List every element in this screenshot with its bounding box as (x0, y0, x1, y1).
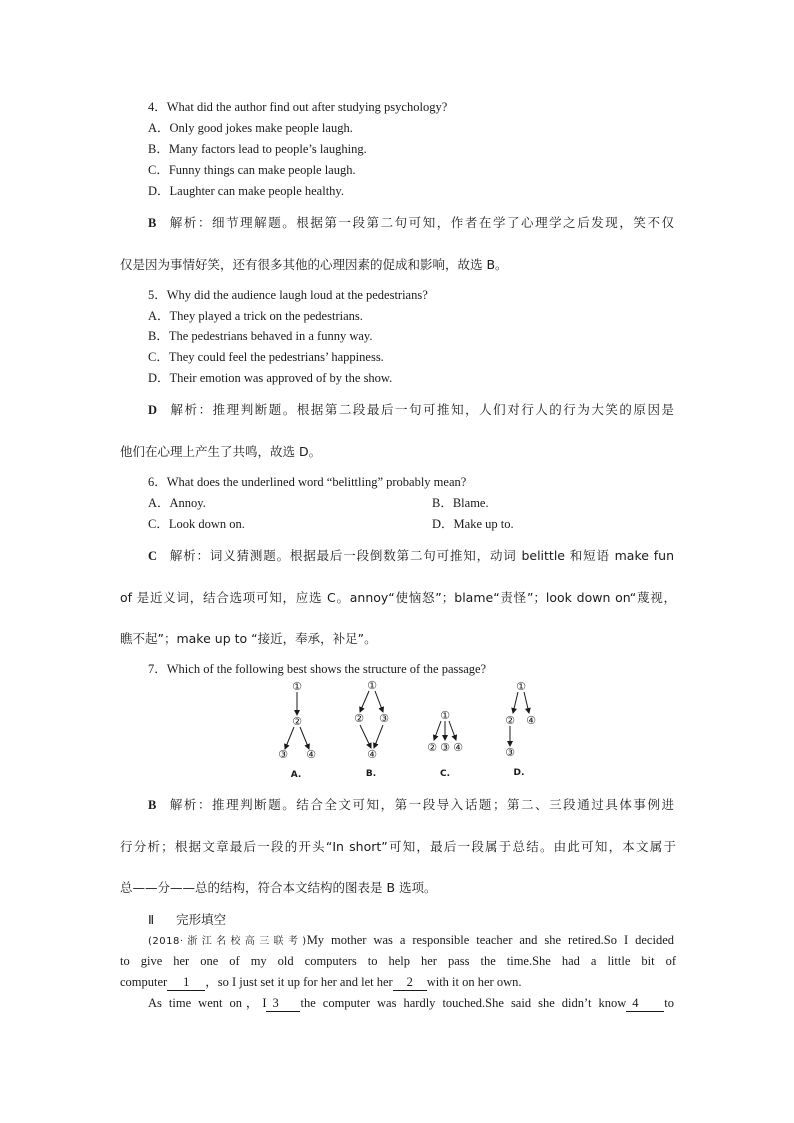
q5-option-a: A．They played a trick on the pedestrians. (148, 309, 363, 323)
b-node-2: ② (354, 712, 364, 725)
q4-option-a: A．Only good jokes make people laugh. (148, 121, 353, 135)
a-node-1: ① (292, 680, 302, 693)
q6-analysis-line3: 瞧不起”；make up to “接近，奉承，补足”。 (120, 631, 377, 646)
d-node-1: ① (516, 680, 526, 693)
section-title: 完形填空 (176, 912, 227, 927)
q6-option-b: B．Blame. (432, 496, 489, 510)
diagram-c (434, 721, 456, 740)
structure-diagrams (270, 678, 540, 782)
c-node-4: ④ (453, 741, 463, 754)
q5-option-b: B．The pedestrians behaved in a funny way. (148, 329, 373, 343)
section-heading (148, 910, 226, 928)
d-node-4: ④ (526, 714, 536, 727)
q5-option-c: C．They could feel the pedestrians’ happiness. (148, 350, 384, 364)
cloze-blank-4: 4 (626, 995, 664, 1012)
cloze-source: (2018·浙江名校高三联考) (148, 936, 307, 947)
cloze-blank-1: 1 (167, 974, 205, 991)
cloze-line1: (2018·浙江名校高三联考)My mother was a responsible teacher and she retired.So I decided (148, 933, 674, 947)
d-node-3: ③ (505, 746, 515, 759)
q5-option-d: D．Their emotion was approved of by the show. (148, 371, 393, 385)
q7-analysis-line2: 行分析；根据文章最后一段的开头“In short”可知，最后一段属于总结。由此可知，本文属于 (120, 839, 676, 854)
b-node-4: ④ (367, 748, 377, 761)
q5-answer: D (148, 403, 158, 417)
b-node-3: ③ (379, 712, 389, 725)
section-number: Ⅱ (148, 912, 155, 927)
c-node-2: ② (427, 741, 437, 754)
q6-answer: C (148, 549, 158, 563)
a-node-4: ④ (306, 748, 316, 761)
diagram-label-d: D. (513, 768, 525, 778)
q4-option-d: D．Laughter can make people healthy. (148, 184, 344, 198)
q4-analysis-line2: 仅是因为事情好笑，还有很多其他的心理因素的促成和影响，故选 B。 (120, 257, 508, 272)
q5-analysis-line1: D 解析：推理判断题。根据第二段最后一句可推知，人们对行人的行为大笑的原因是 (148, 402, 674, 417)
q4-analysis-line1: B 解析：细节理解题。根据第一段第二句可知，作者在学了心理学之后发现，笑不仅 (148, 215, 674, 230)
q4-stem: 4．What did the author find out after studying psychology? (148, 100, 448, 114)
q7-analysis-line1: B 解析：推理判断题。结合全文可知，第一段导入话题；第二、三段通过具体事例进 (148, 797, 674, 812)
c-node-3: ③ (440, 741, 450, 754)
q7-analysis-line3: 总——分——总的结构，符合本文结构的图表是 B 选项。 (120, 880, 437, 895)
d-node-2: ② (505, 714, 515, 727)
q6-option-d: D．Make up to. (432, 517, 514, 531)
q5-stem: 5．Why did the audience laugh loud at the pedestrians? (148, 288, 428, 302)
q7-stem: 7．Which of the following best shows the structure of the passage? (148, 662, 487, 676)
q4-option-c: C．Funny things can make people laugh. (148, 163, 356, 177)
c-node-1: ① (440, 709, 450, 722)
diagram-label-b: B. (365, 769, 377, 779)
diagram-label-a: A. (290, 770, 302, 780)
q7-answer: B (148, 798, 157, 812)
q4-answer: B (148, 216, 157, 230)
b-node-1: ① (367, 679, 377, 692)
cloze-line3: computer 1 ，so I just set it up for her and let her 2 with it on her own. (120, 975, 522, 989)
q6-stem: 6．What does the underlined word “belittling” probably mean? (148, 475, 467, 489)
a-node-2: ② (292, 715, 302, 728)
a-node-3: ③ (278, 748, 288, 761)
q6-analysis-line2: of 是近义词，结合选项可知，应选 C。annoy“使恼怒”；blame“责怪”；look down on“蔑视， (120, 590, 676, 605)
cloze-blank-3: 3 (266, 995, 300, 1012)
cloze-line2: to give her one of my old computers to help her pass the time.She had a little bit of (120, 954, 676, 968)
q6-option-a: A．Annoy. (148, 496, 206, 510)
q5-analysis-line2: 他们在心理上产生了共鸣，故选 D。 (120, 444, 322, 459)
q4-option-b: B．Many factors lead to people’s laughing. (148, 142, 367, 156)
cloze-line4: As time went on，I 3 the computer was hardly touched.She said she didn’t know 4 to (148, 996, 674, 1010)
diagram-label-c: C. (439, 769, 451, 779)
cloze-blank-2: 2 (393, 974, 427, 991)
q6-option-c: C．Look down on. (148, 517, 245, 531)
q6-analysis-line1: C 解析：词义猜测题。根据最后一段倒数第二句可推知，动词 belittle 和短语 make fun (148, 548, 674, 563)
